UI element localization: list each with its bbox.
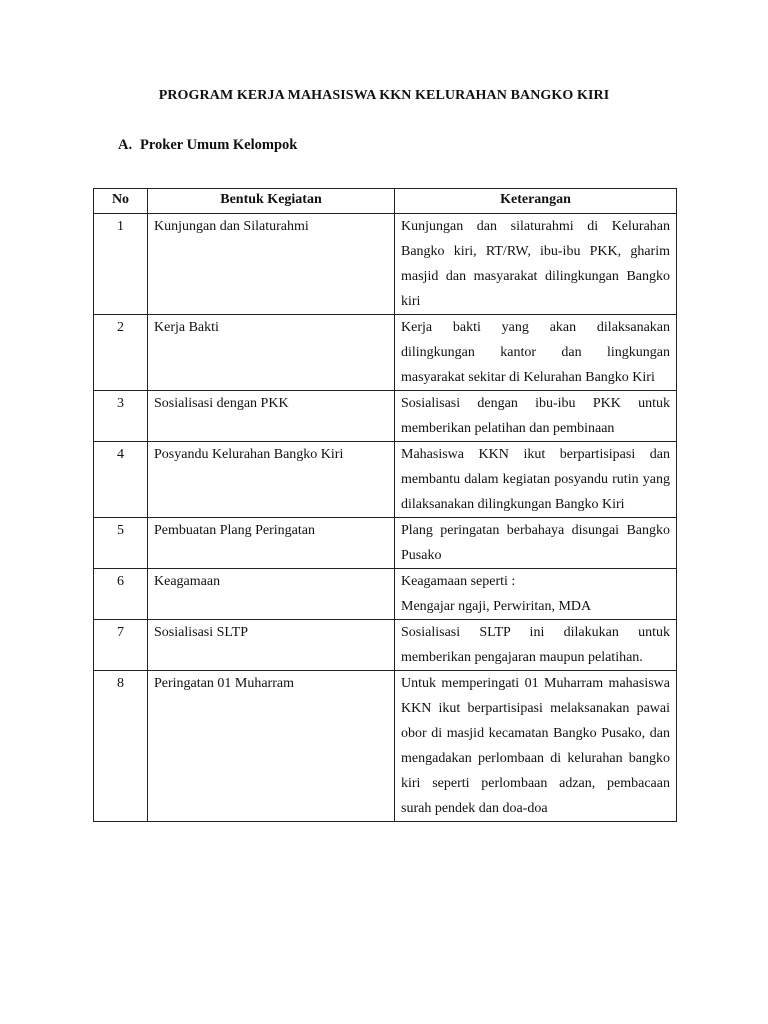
row-keterangan (395, 569, 677, 620)
row-kegiatan: Sosialisasi dengan PKK (148, 391, 395, 442)
table-row (94, 391, 677, 442)
row-kegiatan: Sosialisasi SLTP (148, 620, 395, 671)
row-no: 8 (94, 671, 148, 822)
row-keterangan: Kunjungan dan silaturahmi di Kelurahan Bangko kiri, RT/RW, ibu-ibu PKK, gharim masjid dan masyarakat dilingkungan Bangko kiri (395, 214, 677, 315)
header-keterangan: Keterangan (395, 189, 677, 214)
row-keterangan: Kerja bakti yang akan dilaksanakan dilingkungan kantor dan lingkungan masyarakat sekitar di Kelurahan Bangko Kiri (395, 315, 677, 391)
section-letter: A. (118, 137, 133, 153)
table-row (94, 214, 677, 315)
section-title: Proker Umum Kelompok (140, 137, 298, 153)
table-row (94, 518, 677, 569)
row-kegiatan: Posyandu Kelurahan Bangko Kiri (148, 442, 395, 518)
section-heading (118, 137, 297, 154)
row-no: 5 (94, 518, 148, 569)
row-no: 2 (94, 315, 148, 391)
row-no: 4 (94, 442, 148, 518)
keterangan-line: Keagamaan seperti : (401, 574, 516, 589)
program-table (93, 188, 677, 822)
header-no: No (94, 189, 148, 214)
row-keterangan (395, 671, 677, 822)
row-keterangan: Plang peringatan berbahaya disungai Bangko Pusako (395, 518, 677, 569)
row-kegiatan: Kunjungan dan Silaturahmi (148, 214, 395, 315)
row-kegiatan: Kerja Bakti (148, 315, 395, 391)
table-row (94, 442, 677, 518)
keterangan-text: Untuk memperingati 01 Muharram mahasiswa KKN ikut berpartisipasi melaksanakan pawai obor di masjid kecamatan Bangko Pusako, dan mengadakan perlombaan di kelurahan bangko kiri seperti perlombaan adzan, pembacaan surah pendek dan doa-doa (401, 676, 670, 816)
document-title: PROGRAM KERJA MAHASISWA KKN KELURAHAN BANGKO KIRI (158, 88, 610, 103)
table-header-row (94, 189, 677, 214)
table-row (94, 569, 677, 620)
row-no: 1 (94, 214, 148, 315)
row-kegiatan: Peringatan 01 Muharram (148, 671, 395, 822)
row-keterangan: Sosialisasi SLTP ini dilakukan untuk memberikan pengajaran maupun pelatihan. (395, 620, 677, 671)
row-no: 7 (94, 620, 148, 671)
table-row (94, 671, 677, 822)
keterangan-line: Mengajar ngaji, Perwiritan, MDA (401, 599, 592, 614)
table-row (94, 315, 677, 391)
row-keterangan: Mahasiswa KKN ikut berpartisipasi dan membantu dalam kegiatan posyandu rutin yang dilaksanakan dilingkungan Bangko Kiri (395, 442, 677, 518)
row-no: 3 (94, 391, 148, 442)
table-row (94, 620, 677, 671)
row-kegiatan: Keagamaan (148, 569, 395, 620)
row-keterangan: Sosialisasi dengan ibu-ibu PKK untuk memberikan pelatihan dan pembinaan (395, 391, 677, 442)
row-no: 6 (94, 569, 148, 620)
header-kegiatan: Bentuk Kegiatan (148, 189, 395, 214)
row-kegiatan: Pembuatan Plang Peringatan (148, 518, 395, 569)
